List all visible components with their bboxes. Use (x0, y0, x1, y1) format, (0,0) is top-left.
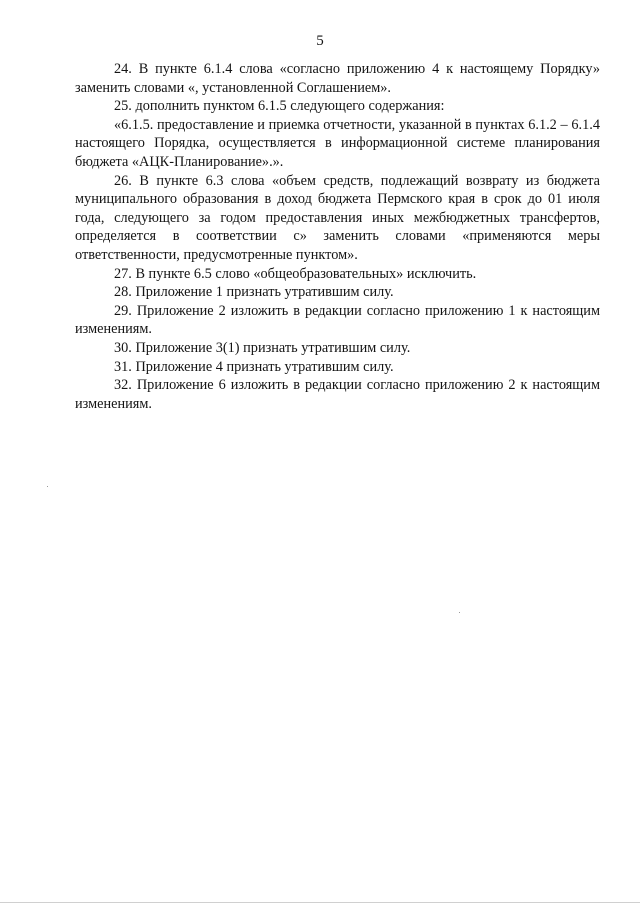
paragraph-item-28: 28. Приложение 1 признать утратившим силу. (114, 284, 394, 301)
paragraph-item-29: 29. Приложение 2 изложить в редакции согласно приложению 1 к настоящим изменениям. (75, 302, 600, 338)
paragraph-item-26: 26. В пункте 6.3 слова «объем средств, подлежащий возврату из бюджета муниципального образования в доход бюджета Пермского края в срок до 01 июля года, следующего за годом предоставления иных межбюджетных трансфертов, определяется в соответствии с» заменить словами «применяются меры ответственности, предусмотренные пунктом». (75, 172, 600, 263)
paragraph-item-32: 32. Приложение 6 изложить в редакции согласно приложению 2 к настоящим изменениям. (75, 377, 600, 412)
paragraph-item-24: 24. В пункте 6.1.4 слова «согласно приложению 4 к настоящему Порядку» заменить словами «, установленной Соглашением». (75, 61, 600, 96)
page-number: 5 (316, 33, 324, 49)
paragraph-item-27: 27. В пункте 6.5 слово «общеобразовательных» исключить. (114, 265, 477, 282)
document-body (75, 60, 600, 413)
scan-speck (47, 486, 48, 487)
paragraph-item-30: 30. Приложение 3(1) признать утратившим силу. (114, 339, 411, 356)
paragraph-item-25: 25. дополнить пунктом 6.1.5 следующего содержания: (114, 98, 445, 115)
paragraph-quote-6-1-5: «6.1.5. предоставление и приемка отчетности, указанной в пунктах 6.1.2 – 6.1.4 настоящего Порядка, осуществляется в информационной системе планирования бюджета «АЦК-Планирование».». (75, 116, 600, 170)
paragraph-item-31: 31. Приложение 4 признать утратившим силу. (114, 358, 394, 375)
scan-speck (459, 612, 460, 613)
page-bottom-edge (0, 902, 640, 903)
